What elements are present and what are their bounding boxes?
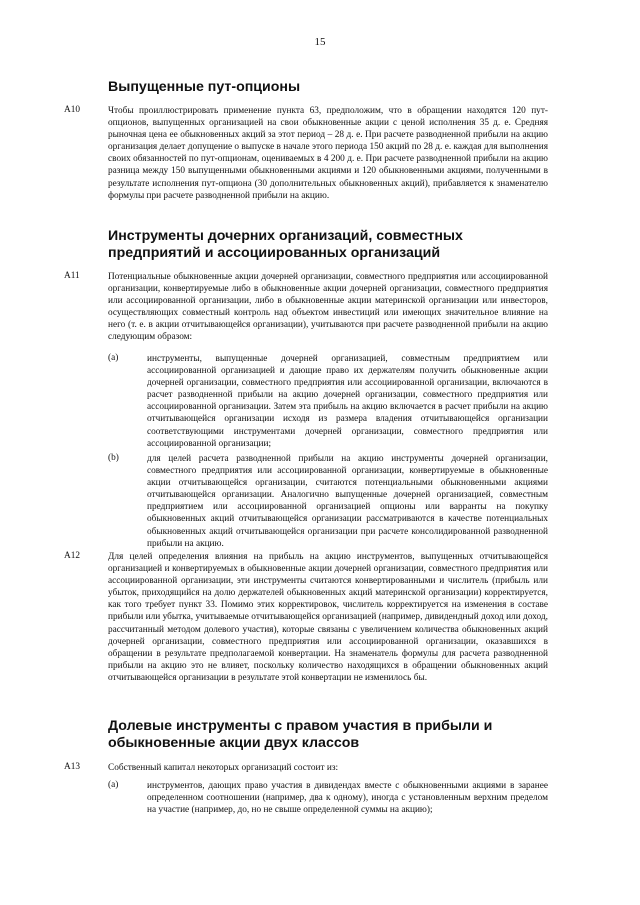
- paragraph-a11-text: Потенциальные обыкновенные акции дочерней организации, совместного предприятия или ассоциированной организации, конвертируемые либо в обыкновенные акции дочерней организации, совместного предприятия или ассоциированной организации, либо в обыкновенные акции материнской организации или инвесторов, осуществляющих совместный контроль над объектом инвестиций или имеющих значительное влияние на него (т. е. в акции отчитывающейся организации), учитываются при расчете разводненной прибыли на акцию следующим образом:: [108, 272, 548, 343]
- list-item-text-a11-a: инструменты, выпущенные дочерней организацией, совместным предприятием или ассоциированной организацией и дающие право их держателям получить обыкновенные акции дочерней организации, совместного предприятия или ассоциированной организации, включаются в расчет разводненной прибыли на акцию дочерней организации, совместного предприятия или ассоциированной организации. Затем эта прибыль на акцию включается в расчет прибыли на акцию отчитывающейся организации исходя из размера владения отчитывающейся организации соответствующими инструментами дочерней организации, совместного предприятия или ассоциированной организации;: [147, 354, 548, 449]
- list-item-text-a11-b: для целей расчета разводненной прибыли на акцию инструменты дочерней организации, совместного предприятия или ассоциированной организации, конвертируемые в обыкновенные акции отчитывающейся организации, считаются потенциальными обыкновенными акциями отчитывающейся организации. Аналогично выпущенные дочерней организацией, совместным предприятием или ассоциированной организацией опционы или варранты на покупку обыкновенных акций отчитывающейся организации рассматриваются в качестве потенциальных обыкновенных акций отчитывающейся организации при расчете консолидированной разводненной прибыли на акцию.: [147, 454, 548, 549]
- list-item-label-a11-a: (a): [108, 353, 119, 363]
- section-heading-participating-line2: обыкновенные акции двух классов: [108, 735, 360, 751]
- list-item-label-a13-a: (a): [108, 780, 119, 790]
- paragraph-id-a10: A10: [64, 105, 81, 115]
- paragraph-a12-text: Для целей определения влияния на прибыль на акцию инструментов, выпущенных отчитывающейся организацией и конвертируемых в обыкновенные акции дочерней организации, совместного предприятия или ассоциированной организации, эти инструменты считаются конвертированными и числитель (прибыль или убыток, приходящийся на долю держателей обыкновенных акций материнской организации) корректируется, как того требует пункт 33. Помимо этих корректировок, числитель корректируется на изменения в составе прибыли или убытка, учитываемые отчитывающейся организацией (например, дивидендный доход или доход, рассчитанный методом долевого участия), которые связаны с увеличением количества обыкновенных акций дочерней организации, совместного предприятия или ассоциированной организации, оказавшихся в обращении в результате предполагаемой конвертации. На знаменатель формулы для расчета разводненной прибыли на акцию это не влияет, поскольку количество находящихся в обращении обыкновенных акций отчитывающейся организации в результате этой конвертации не изменилось бы.: [108, 552, 548, 683]
- list-item-text-a13-a: инструментов, дающих право участия в дивидендах вместе с обыкновенными акциями в заранее определенном соотношении (например, два к одному), иногда с установленным верхним пределом на участие (например, до, но не свыше определенной суммы на акцию);: [147, 781, 548, 816]
- section-heading-subsidiaries-line2: предприятий и ассоциированных организаций: [108, 245, 441, 261]
- list-item-label-a11-b: (b): [108, 453, 119, 463]
- paragraph-id-a13: A13: [64, 762, 81, 772]
- paragraph-a13-text: Собственный капитал некоторых организаций состоит из:: [108, 763, 339, 773]
- paragraph-a10-text: Чтобы проиллюстрировать применение пункта 63, предположим, что в обращении находятся 120 пут-опционов, выпущенных организацией на свои обыкновенные акции с ценой исполнения 35 д. е. Средняя рыночная цена ее обыкновенных акций за этот период – 28 д. е. При расчете разводненной прибыли на акцию организация делает допущение о выпуске в начале этого периода 150 акций по 28 д. е. каждая для выполнения своих обязанностей по пут-опционам, оцениваемых в 4 200 д. е. При расчете разводненной прибыли на акцию разница между 150 выпущенными обыкновенными акциями и 120 обыкновенными акциями, полученными в результате исполнения пут-опциона (30 дополнительных обыкновенных акций), прибавляется к знаменателю формулы при расчете разводненной прибыли на акцию.: [108, 106, 548, 201]
- section-heading-participating-line1: Долевые инструменты с правом участия в прибыли и: [108, 718, 493, 734]
- page-number: 15: [314, 36, 326, 48]
- paragraph-id-a12: A12: [64, 551, 81, 561]
- section-heading-put-options: Выпущенные пут-опционы: [108, 79, 301, 95]
- paragraph-id-a11: A11: [64, 271, 80, 281]
- section-heading-subsidiaries-line1: Инструменты дочерних организаций, совместных: [108, 228, 463, 244]
